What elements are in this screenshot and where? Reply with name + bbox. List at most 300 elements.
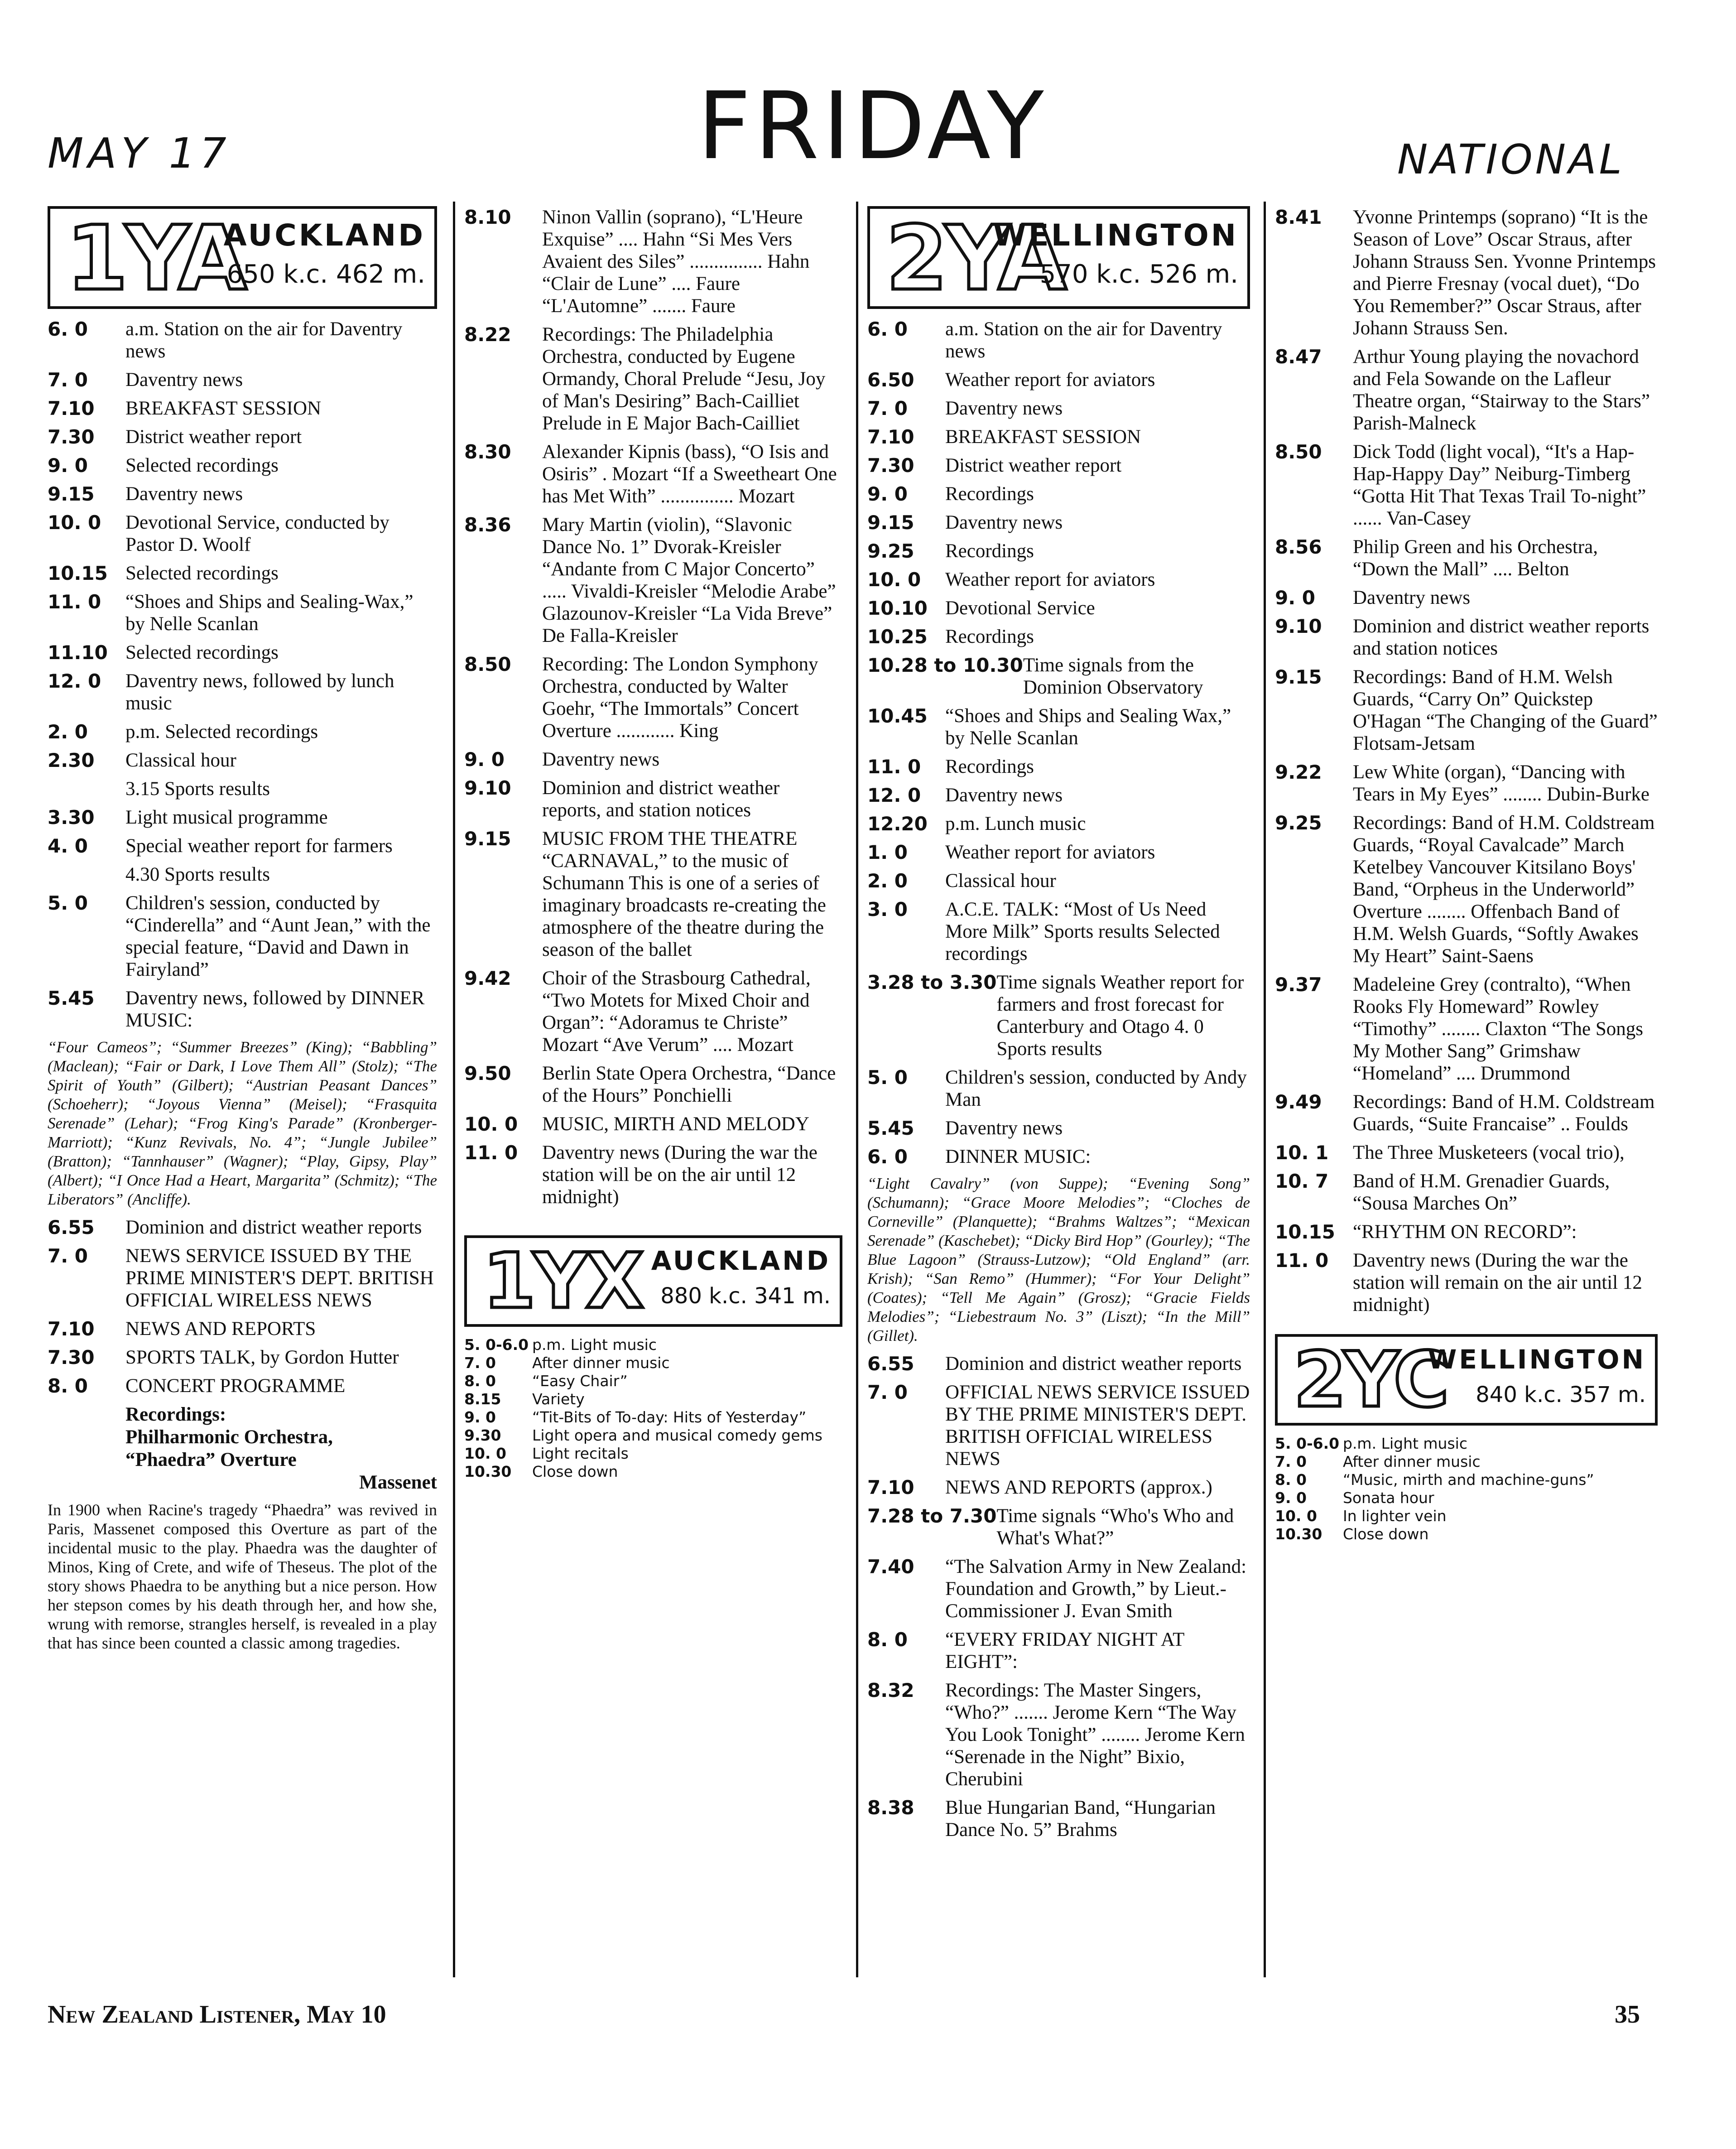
station-frequency: 840 k.c. 357 m. (1476, 1382, 1646, 1407)
programme-description: Variety (532, 1390, 585, 1408)
programme-time: 3.30 (48, 806, 95, 829)
programme-time: 5. 0-6.0 (464, 1336, 529, 1354)
programme-time: 7. 0 (48, 369, 88, 391)
programme-time: 7.10 (867, 426, 914, 448)
programme-description: Classical hour (125, 750, 236, 771)
programme-entry (464, 1354, 842, 1372)
programme-description: 3.15 Sports results (125, 778, 270, 800)
programme-description: Sonata hour (1343, 1489, 1434, 1507)
column-divider (856, 202, 858, 1977)
programme-entry (867, 898, 1250, 965)
programme-description: Daventry news, followed by DINNER MUSIC: (125, 988, 425, 1031)
column-1ya-evening (464, 206, 842, 1968)
programme-time: 8.50 (464, 653, 511, 675)
programme-description: p.m. Light music (1343, 1435, 1467, 1452)
programme-time: 8. 0 (464, 1372, 496, 1390)
programme-entry (867, 1117, 1250, 1139)
programme-description: Time signals Weather report for farmers and frost forecast for Canterbury and Otago 4. 0 Sports results (996, 972, 1244, 1060)
programme-time: 3. 0 (867, 898, 908, 920)
programme-description: Daventry news, followed by lunch music (125, 670, 394, 714)
programme-description: SPORTS TALK, by Gordon Hutter (125, 1347, 399, 1368)
programme-entry (1275, 761, 1658, 805)
programme-time: 5.45 (867, 1117, 914, 1139)
programme-time: 10.15 (1275, 1221, 1335, 1243)
programme-entry (48, 778, 437, 800)
phaedra-note: In 1900 when Racine's tragedy “Phaedra” was revived in Paris, Massenet composed this Overture as part of the incidental music to the play. Phaedra was the daughter of Minos, King of Crete, and wife of Theseus. The plot of the story shows Phaedra to be anything but a nice person. How her stepson comes by his death through her, and how she, wrung with remorse, strangles herself, is revealed in a play that has since been counted a classic among tragedies. (48, 1501, 437, 1652)
programme-description: Weather report for aviators (945, 842, 1155, 863)
programme-description: Daventry news (125, 369, 243, 390)
programme-entry (1275, 441, 1658, 530)
programme-entry (867, 1381, 1250, 1470)
programme-entry (867, 1556, 1250, 1622)
programme-description: Recordings (945, 540, 1034, 562)
programme-description: Madeleine Grey (contralto), “When Rooks Fly Homeward” Rowley “Timothy” ........ Claxton “The Songs My Mother Sang” Grimshaw “Homeland” .... Drummond (1353, 974, 1644, 1084)
programme-entry (48, 806, 437, 829)
programme-entry (867, 540, 1250, 562)
programme-description: Daventry news (125, 483, 243, 505)
programme-description: A.C.E. TALK: “Most of Us Need More Milk” Sports results Selected recordings (945, 899, 1220, 964)
programme-time: 9. 0 (1275, 587, 1316, 609)
column-2ya-evening (1275, 206, 1658, 1968)
programme-entry (48, 835, 437, 857)
programme-time: 10. 1 (1275, 1142, 1329, 1164)
programme-entry (48, 483, 437, 505)
programme-entry (867, 813, 1250, 835)
programme-description: Light musical programme (125, 807, 328, 828)
programme-description: Close down (1343, 1525, 1429, 1543)
programme-time: 9.37 (1275, 973, 1322, 996)
issue-date: MAY 17 (48, 129, 231, 178)
programme-entry (1275, 587, 1658, 609)
programme-entry (867, 841, 1250, 863)
programme-time: 11.10 (48, 641, 108, 664)
programme-time: 9.15 (464, 828, 511, 850)
programme-description: “RHYTHM ON RECORD”: (1353, 1221, 1577, 1243)
programme-entry (867, 971, 1250, 1060)
programme-entry (867, 511, 1250, 534)
programme-time: 11. 0 (464, 1142, 518, 1164)
programme-entry (1275, 1435, 1658, 1453)
station-city: AUCKLAND (223, 218, 425, 253)
programme-time: 7.30 (48, 426, 95, 448)
programme-entry (1275, 1525, 1658, 1543)
programme-entry (867, 1679, 1250, 1790)
programme-description: Daventry news (542, 749, 660, 770)
programme-description: Recordings: Band of H.M. Welsh Guards, “Carry On” Quickstep O'Hagan “The Changing of the Guard” Flotsam-Jetsam (1353, 666, 1658, 754)
programme-entry (464, 1113, 842, 1135)
station-frequency: 880 k.c. 341 m. (660, 1283, 831, 1309)
programme-time: 10. 0 (867, 569, 921, 591)
programme-time: 8.22 (464, 323, 511, 346)
programme-entry (1275, 1221, 1658, 1243)
programme-entry (867, 1797, 1250, 1841)
programme-time: 11. 0 (867, 756, 921, 778)
programme-entry (464, 323, 842, 434)
column-divider (1264, 202, 1266, 1977)
column-2ya (867, 206, 1250, 1968)
programme-description: Berlin State Opera Orchestra, “Dance of the Hours” Ponchielli (542, 1063, 836, 1106)
programme-entry (867, 1146, 1250, 1168)
programme-description: p.m. Selected recordings (125, 721, 318, 742)
programme-entry (867, 756, 1250, 778)
programme-entry (48, 670, 437, 714)
programme-description: District weather report (945, 455, 1122, 476)
programme-entry (1275, 1489, 1658, 1507)
programme-description: After dinner music (532, 1354, 670, 1372)
programme-entry (48, 863, 437, 886)
programme-description: Selected recordings (125, 642, 279, 663)
concert-details (125, 1403, 437, 1494)
programme-entry (464, 1372, 842, 1390)
programme-time: 2. 0 (867, 870, 908, 892)
programme-time: 6. 0 (48, 318, 88, 340)
programme-description: Devotional Service, conducted by Pastor D. Woolf (125, 512, 390, 555)
programme-entry (867, 1066, 1250, 1111)
programme-entry (464, 828, 842, 961)
programme-description: Classical hour (945, 870, 1056, 891)
programme-time: 4. 0 (48, 835, 88, 857)
programme-description: Dominion and district weather reports, and station notices (542, 777, 780, 821)
programme-entry (1275, 1507, 1658, 1525)
programme-description: “Shoes and Ships and Sealing-Wax,” by Nelle Scanlan (125, 591, 414, 635)
programme-description: BREAKFAST SESSION (125, 398, 322, 419)
programme-description: Time signals “Who's Who and What's What?” (996, 1505, 1234, 1549)
programme-entry (1275, 346, 1658, 434)
programme-time: 9.50 (464, 1062, 511, 1084)
programme-description: a.m. Station on the air for Daventry news (125, 318, 403, 362)
programme-entry (867, 626, 1250, 648)
programme-entry (867, 1629, 1250, 1673)
programme-entry (48, 1346, 437, 1368)
programme-entry (867, 454, 1250, 477)
programme-time: 8. 0 (48, 1375, 88, 1397)
programme-time: 10.15 (48, 562, 108, 584)
programme-time: 7. 0 (867, 1381, 908, 1403)
programme-description: a.m. Station on the air for Daventry news (945, 318, 1222, 362)
programme-time: 9.22 (1275, 761, 1322, 783)
programme-entry (867, 397, 1250, 419)
programme-description: MUSIC FROM THE THEATRE “CARNAVAL,” to the music of Schumann This is one of a series of imaginary broadcasts re-creating the atmosphere of the theatre during the season of the ballet (542, 828, 826, 960)
programme-time: 8.41 (1275, 206, 1322, 228)
programme-entry (867, 654, 1250, 699)
programme-description: Special weather report for farmers (125, 835, 393, 857)
programme-description: In lighter vein (1343, 1507, 1447, 1525)
programme-time: 9.15 (48, 483, 95, 505)
programme-time (48, 863, 125, 886)
programme-entry (867, 597, 1250, 619)
programme-description: Light opera and musical comedy gems (532, 1426, 822, 1444)
programme-description: Recordings: Band of H.M. Coldstream Guards, “Royal Cavalcade” March Ketelbey Vancouver Kitsilano Boys' Band, “Orpheus in the Underworld” Overture ........ Offenbach Band of H.M. Welsh Guards, “Softly Awakes My Heart” Saint-Saens (1353, 812, 1655, 967)
programme-description: Weather report for aviators (945, 569, 1155, 590)
concert-line: Philharmonic Orchestra, (125, 1426, 333, 1448)
programme-description: Close down (532, 1463, 618, 1480)
column-divider (453, 202, 455, 1977)
programme-entry (464, 1336, 842, 1354)
programme-time: 10.25 (867, 626, 928, 648)
programme-time: 9.15 (1275, 666, 1322, 688)
programme-time: 8.56 (1275, 536, 1322, 558)
footer-publication: New Zealand Listener, May 10 (48, 2000, 386, 2029)
programme-time: 7.30 (867, 454, 914, 477)
programme-entry (867, 784, 1250, 806)
programme-description: “Easy Chair” (532, 1372, 628, 1390)
programme-entry (867, 318, 1250, 362)
programme-entry (48, 1216, 437, 1238)
programme-entry (1275, 1249, 1658, 1316)
programme-description: Daventry news (945, 1118, 1063, 1139)
station-call-sign: 2YA (886, 207, 1064, 310)
programme-entry (1275, 1091, 1658, 1135)
programme-description: Children's session, conducted by Andy Man (945, 1067, 1247, 1110)
programme-entry (464, 1426, 842, 1445)
programme-entry (48, 454, 437, 477)
programme-time: 7. 0 (867, 397, 908, 419)
station-call-sign: 1YA (66, 207, 245, 310)
programme-description: Recording: The London Symphony Orchestra, conducted by Walter Goehr, “The Immortals” Concert Overture ............ King (542, 654, 818, 742)
programme-description: p.m. Lunch music (945, 813, 1086, 834)
programme-description: Blue Hungarian Band, “Hungarian Dance No. 5” Brahms (945, 1797, 1216, 1841)
programme-entry (867, 1353, 1250, 1375)
programme-entry (867, 870, 1250, 892)
programme-time: 9.30 (464, 1426, 501, 1444)
programme-time: 2.30 (48, 749, 95, 771)
programme-time: 7.10 (48, 397, 95, 419)
programme-entry (1275, 536, 1658, 580)
programme-time: 5. 0 (867, 1066, 908, 1089)
programme-description: MUSIC, MIRTH AND MELODY (542, 1113, 809, 1135)
programme-description: Mary Martin (violin), “Slavonic Dance No. 1” Dvorak-Kreisler “Andante from C Major Concerto” ..... Vivaldi-Kreisler “Melodie Arabe” Glazounov-Kreisler “La Vida Breve” De Falla-Kreisler (542, 514, 836, 646)
programme-entry (1275, 973, 1658, 1084)
programme-time: 6. 0 (867, 1146, 908, 1168)
column-1ya (48, 206, 437, 1968)
programme-time: 5.45 (48, 987, 95, 1009)
concert-line: “Phaedra” Overture (125, 1449, 297, 1470)
programme-time: 7. 0 (464, 1354, 496, 1372)
programme-entry (48, 987, 437, 1031)
programme-time: 7. 0 (48, 1245, 88, 1267)
programme-time: 8. 0 (867, 1629, 908, 1651)
station-call-sign: 2YC (1294, 1335, 1447, 1424)
programme-entry (867, 705, 1250, 749)
programme-time: 12. 0 (867, 784, 921, 806)
programme-description: Selected recordings (125, 455, 279, 476)
programme-entry (48, 641, 437, 664)
programme-time: 8.10 (464, 206, 511, 228)
programme-time: 12. 0 (48, 670, 101, 692)
programme-time: 10.30 (1275, 1525, 1322, 1543)
programme-time: 9. 0 (464, 1408, 496, 1426)
programme-entry (1275, 615, 1658, 660)
programme-description: Recordings: Band of H.M. Coldstream Guards, “Suite Francaise” .. Foulds (1353, 1091, 1655, 1135)
programme-entry (464, 1408, 842, 1426)
programme-description: “Music, mirth and machine-guns” (1343, 1471, 1594, 1489)
programme-time: 7.28 to 7.30 (867, 1505, 997, 1527)
station-banner-2yc (1275, 1334, 1658, 1426)
programme-entry (48, 397, 437, 419)
station-banner-1ya (48, 206, 437, 309)
programme-description: “Tit-Bits of To-day: Hits of Yesterday” (532, 1408, 807, 1426)
programme-description: Daventry news (During the war the station will be on the air until 12 midnight) (542, 1142, 818, 1208)
programme-time: 5. 0-6.0 (1275, 1435, 1340, 1452)
programme-time: 6.50 (867, 369, 914, 391)
programme-time: 9.25 (867, 540, 914, 562)
programme-entry (48, 1245, 437, 1311)
programme-entry (48, 1318, 437, 1340)
programme-time: 9.15 (867, 511, 914, 534)
programme-description: Arthur Young playing the novachord and Fela Sowande on the Lafleur Theatre organ, “Stairway to the Stars” Parish-Malneck (1353, 346, 1650, 434)
programme-entry (48, 562, 437, 584)
programme-time: 9.42 (464, 967, 511, 989)
programme-time: 6. 0 (867, 318, 908, 340)
programme-entry (464, 748, 842, 771)
programme-entry (464, 1142, 842, 1208)
programme-description: OFFICIAL NEWS SERVICE ISSUED BY THE PRIME MINISTER'S DEPT. BRITISH OFFICIAL WIRELESS NEWS (945, 1382, 1250, 1470)
dinner-music-list: “Four Cameos”; “Summer Breezes” (King); “Babbling” (Maclean); “Fair or Dark, I Love Them All” (Stolz); “The Spirit of Youth” (Gilbert); “Austrian Peasant Dances” (Schoeherr); “Joyous Vienna” (Meisel); “Frasquita Serenade” (Lehar); “Frog King's Parade” (Kronberger-Marriott); “Kunz Revivals, No. 4”; “Jungle Jubilee” (Bratton); “Tannhauser” (Wagner); “Play, Gipsy, Play” (Albert); “I Once Had a Heart, Margarita” (Schmitz); “The Liberators” (Ancliffe). (48, 1038, 437, 1208)
programme-entry (464, 1062, 842, 1107)
programme-time: 9.10 (1275, 615, 1322, 637)
programme-time: 7.30 (48, 1346, 95, 1368)
programme-description: DINNER MUSIC: (945, 1146, 1091, 1167)
programme-time: 11. 0 (48, 591, 101, 613)
programme-entry (464, 441, 842, 507)
programme-description: Daventry news (During the war the station will remain on the air until 12 midnight) (1353, 1250, 1642, 1315)
programme-entry (464, 777, 842, 821)
programme-entry (1275, 1142, 1658, 1164)
programme-entry (48, 591, 437, 635)
programme-entry (464, 967, 842, 1056)
programme-time: 8.38 (867, 1797, 914, 1819)
programme-entry (464, 653, 842, 742)
programme-description: The Three Musketeers (vocal trio), (1353, 1142, 1625, 1163)
programme-description: Recordings (945, 626, 1034, 647)
programme-time: 8.15 (464, 1390, 501, 1408)
dinner-music-list: “Light Cavalry” (von Suppe); “Evening Song” (Schumann); “Grace Moore Melodies”; “Cloches de Corneville” (Planquette); “Brahms Waltzes”; “Mexican Serenade” (Kaschebet); “Dicky Bird Hop” (Gourley); “The Blue Lagoon” (Strauss-Lutzow); “Old England” (arr. Krish); “San Remo” (Hummer); “For Your Delight” (Coates); “Tell Me Again” (Grosz); “Gracie Fields Melodies”; “Liebestraum No. 3” (Liszt); “In the Mill” (Gillet). (867, 1175, 1250, 1344)
station-city: AUCKLAND (651, 1245, 831, 1276)
programme-time: 9. 0 (464, 748, 505, 771)
programme-time: 8.50 (1275, 441, 1322, 463)
programme-time: 7.40 (867, 1556, 914, 1578)
programme-time: 10.45 (867, 705, 928, 727)
programme-time: 9.49 (1275, 1091, 1322, 1113)
programme-description: NEWS AND REPORTS (approx.) (945, 1477, 1212, 1498)
programme-entry (867, 426, 1250, 448)
programme-entry (1275, 1453, 1658, 1471)
programme-entry (867, 569, 1250, 591)
programme-description: Dick Todd (light vocal), “It's a Hap-Hap-Happy Day” Neiburg-Timberg “Gotta Hit That Texas Trail To-night” ...... Van-Casey (1353, 441, 1646, 529)
programme-description: Yvonne Printemps (soprano) “It is the Season of Love” Oscar Straus, after Johann Strauss Sen. Yvonne Printemps and Pierre Fresnay (vocal duet), “Do You Remember?” Oscar Straus, after Johann Strauss Sen. (1353, 207, 1656, 339)
programme-time: 8.32 (867, 1679, 914, 1701)
programme-description: Daventry news (945, 785, 1063, 806)
programme-description: Daventry news (1353, 587, 1471, 608)
programme-description: CONCERT PROGRAMME (125, 1375, 346, 1397)
programme-time: 9. 0 (1275, 1489, 1307, 1507)
programme-entry (1275, 812, 1658, 967)
programme-description: Daventry news (945, 512, 1063, 533)
programme-time: 9. 0 (867, 483, 908, 505)
programme-description: Daventry news (945, 398, 1063, 419)
programme-entry (464, 1390, 842, 1408)
programme-entry (1275, 206, 1658, 339)
programme-description: Philip Green and his Orchestra, “Down the Mall” .... Belton (1353, 536, 1598, 580)
programme-description: District weather report (125, 426, 302, 448)
programme-time: 8.36 (464, 514, 511, 536)
programme-time: 10. 0 (48, 511, 101, 534)
programme-entry (464, 1463, 842, 1481)
programme-time: 7. 0 (1275, 1453, 1307, 1470)
programme-description: p.m. Light music (532, 1336, 657, 1354)
programme-entry (867, 483, 1250, 505)
programme-entry (48, 1375, 437, 1397)
programme-entry (464, 1445, 842, 1463)
programme-time: 8.30 (464, 441, 511, 463)
programme-description: Selected recordings (125, 563, 279, 584)
programme-description: After dinner music (1343, 1453, 1481, 1470)
station-call-sign: 1YX (483, 1237, 642, 1325)
programme-entry (48, 721, 437, 743)
programme-time (48, 778, 125, 800)
programme-entry (48, 892, 437, 981)
programme-time: 9.10 (464, 777, 511, 799)
programme-description: “EVERY FRIDAY NIGHT AT EIGHT”: (945, 1629, 1184, 1672)
network-label: NATIONAL (1397, 136, 1625, 183)
programme-entry (48, 426, 437, 448)
station-banner-2ya (867, 206, 1250, 309)
programme-description: Lew White (organ), “Dancing with Tears in My Eyes” ........ Dubin-Burke (1353, 761, 1649, 805)
programme-description: Recordings (945, 756, 1034, 777)
programme-time: 10.10 (867, 597, 928, 619)
programme-time: 10. 0 (464, 1445, 506, 1462)
programme-time: 9. 0 (48, 454, 88, 477)
concert-line: Recordings: (125, 1404, 226, 1425)
programme-description: Recordings: The Master Singers, “Who?” ....... Jerome Kern “The Way You Look Tonight” ........ Jerome Kern “Serenade in the Night” Bixio, Cherubini (945, 1680, 1245, 1790)
station-frequency: 570 k.c. 526 m. (1039, 260, 1238, 289)
programme-time: 2. 0 (48, 721, 88, 743)
programme-entry (48, 511, 437, 556)
programme-entry (48, 318, 437, 362)
programme-time: 5. 0 (48, 892, 88, 914)
programme-description: Alexander Kipnis (bass), “O Isis and Osiris” . Mozart “If a Sweetheart One has Met With” ............... Mozart (542, 441, 837, 507)
programme-description: Dominion and district weather reports and station notices (1353, 616, 1649, 659)
programme-time: 1. 0 (867, 841, 908, 863)
station-city: WELLINGTON (993, 218, 1238, 253)
page-number: 35 (1615, 2000, 1640, 2029)
programme-entry (48, 369, 437, 391)
programme-time: 10. 0 (464, 1113, 518, 1135)
programme-time: 10.28 to 10.30 (867, 654, 1023, 676)
station-banner-1yx (464, 1235, 842, 1327)
programme-time: 9.25 (1275, 812, 1322, 834)
programme-time: 7.10 (867, 1476, 914, 1499)
programme-description: Recordings (945, 483, 1034, 505)
programme-time: 6.55 (867, 1353, 914, 1375)
programme-time: 10. 0 (1275, 1507, 1317, 1525)
programme-time: 8.47 (1275, 346, 1322, 368)
programme-time: 6.55 (48, 1216, 95, 1238)
programme-entry (1275, 1471, 1658, 1489)
programme-description: Time signals from the Dominion Observatory (1023, 655, 1203, 698)
programme-entry (48, 749, 437, 771)
programme-time: 12.20 (867, 813, 928, 835)
programme-entry (464, 206, 842, 317)
programme-description: Devotional Service (945, 597, 1095, 619)
programme-time: 8. 0 (1275, 1471, 1307, 1489)
programme-entry (1275, 1170, 1658, 1214)
programme-time: 10. 7 (1275, 1170, 1329, 1192)
programme-description: NEWS AND REPORTS (125, 1318, 316, 1340)
station-frequency: 650 k.c. 462 m. (226, 260, 425, 289)
programme-entry (1275, 666, 1658, 755)
programme-time: 11. 0 (1275, 1249, 1329, 1272)
